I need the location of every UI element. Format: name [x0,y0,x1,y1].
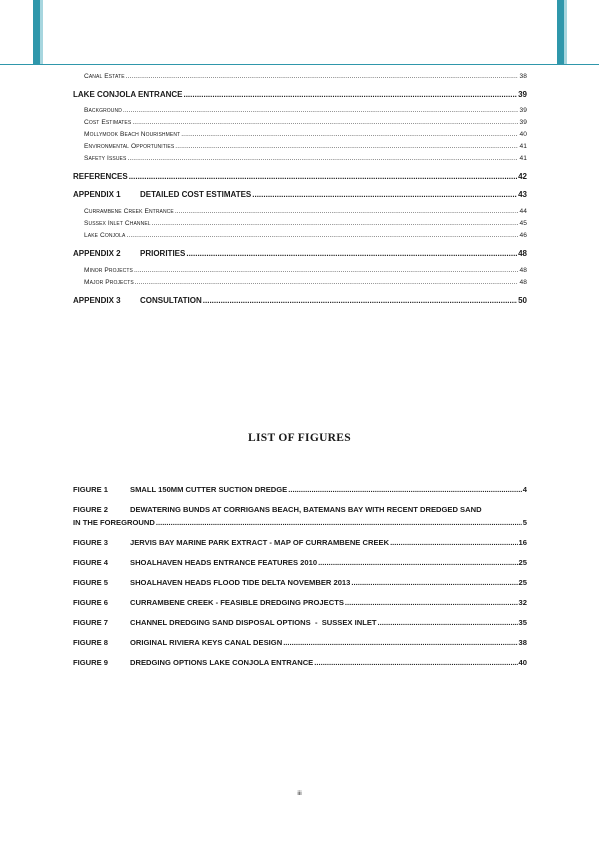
figure-entry[interactable]: FIGURE 3 JERVIS BAY MARINE PARK EXTRACT - MAP OF CURRAMBENE CREEK ..... 16 [73,538,527,547]
header-accent-bar-left [33,0,40,64]
toc-entry[interactable]: REFERENCES ..... 42 [73,172,527,181]
header-accent-bar-right [557,0,564,64]
page-number: iii [297,790,302,797]
toc-list [73,73,527,305]
toc-entry[interactable]: Minor Projects ..... 48 [73,267,527,274]
figure-entry[interactable]: FIGURE 4 SHOALHAVEN HEADS ENTRANCE FEATURES 2010 ..... 25 [73,558,527,567]
figure-list [73,485,527,667]
figure-entry[interactable]: FIGURE 1 SMALL 150MM CUTTER SUCTION DREDGE ..... 4 [73,485,527,494]
toc-entry[interactable]: Environmental Opportunities ..... 41 [73,143,527,150]
toc-entry[interactable]: Mollymook Beach Nourishment ..... 40 [73,131,527,138]
toc-entry[interactable]: Cost Estimates ..... 39 [73,119,527,126]
figure-entry[interactable]: FIGURE 7 CHANNEL DREDGING SAND DISPOSAL OPTIONS - SUSSEX INLET ..... 35 [73,618,527,627]
toc-entry[interactable]: Major Projects ..... 48 [73,279,527,286]
toc-entry[interactable]: Currambene Creek Entrance ..... 44 [73,208,527,215]
toc-entry[interactable]: Sussex Inlet Channel ..... 45 [73,220,527,227]
toc-entry[interactable]: Canal Estate ..... 38 [73,73,527,80]
figure-entry[interactable]: FIGURE 8 ORIGINAL RIVIERA KEYS CANAL DESIGN ..... 38 [73,638,527,647]
toc-entry[interactable]: APPENDIX 1 DETAILED COST ESTIMATES ..... 43 [73,190,527,199]
figure-entry[interactable]: FIGURE 9 DREDGING OPTIONS LAKE CONJOLA ENTRANCE ..... 40 [73,658,527,667]
toc-entry[interactable]: Safety Issues ..... 41 [73,155,527,162]
list-of-figures-heading: LIST OF FIGURES [248,432,351,444]
figure-entry[interactable]: FIGURE 5 SHOALHAVEN HEADS FLOOD TIDE DELTA NOVEMBER 2013 ..... 25 [73,578,527,587]
toc-entry[interactable]: APPENDIX 2 PRIORITIES ..... 48 [73,249,527,258]
toc-entry[interactable]: Background ..... 39 [73,107,527,114]
figure-entry[interactable]: FIGURE 6 CURRAMBENE CREEK - FEASIBLE DREDGING PROJECTS ..... 32 [73,598,527,607]
toc-entry[interactable]: Lake Conjola ..... 46 [73,232,527,239]
header-rule [0,64,599,65]
figure-entry[interactable]: FIGURE 2 DEWATERING BUNDS AT CORRIGANS BEACH, BATEMANS BAY WITH RECENT DREDGED SAND IN THE FOREGROUND ..... 5 [73,505,527,527]
toc-entry[interactable]: LAKE CONJOLA ENTRANCE ..... 39 [73,90,527,99]
toc-entry[interactable]: APPENDIX 3 CONSULTATION ..... 50 [73,296,527,305]
